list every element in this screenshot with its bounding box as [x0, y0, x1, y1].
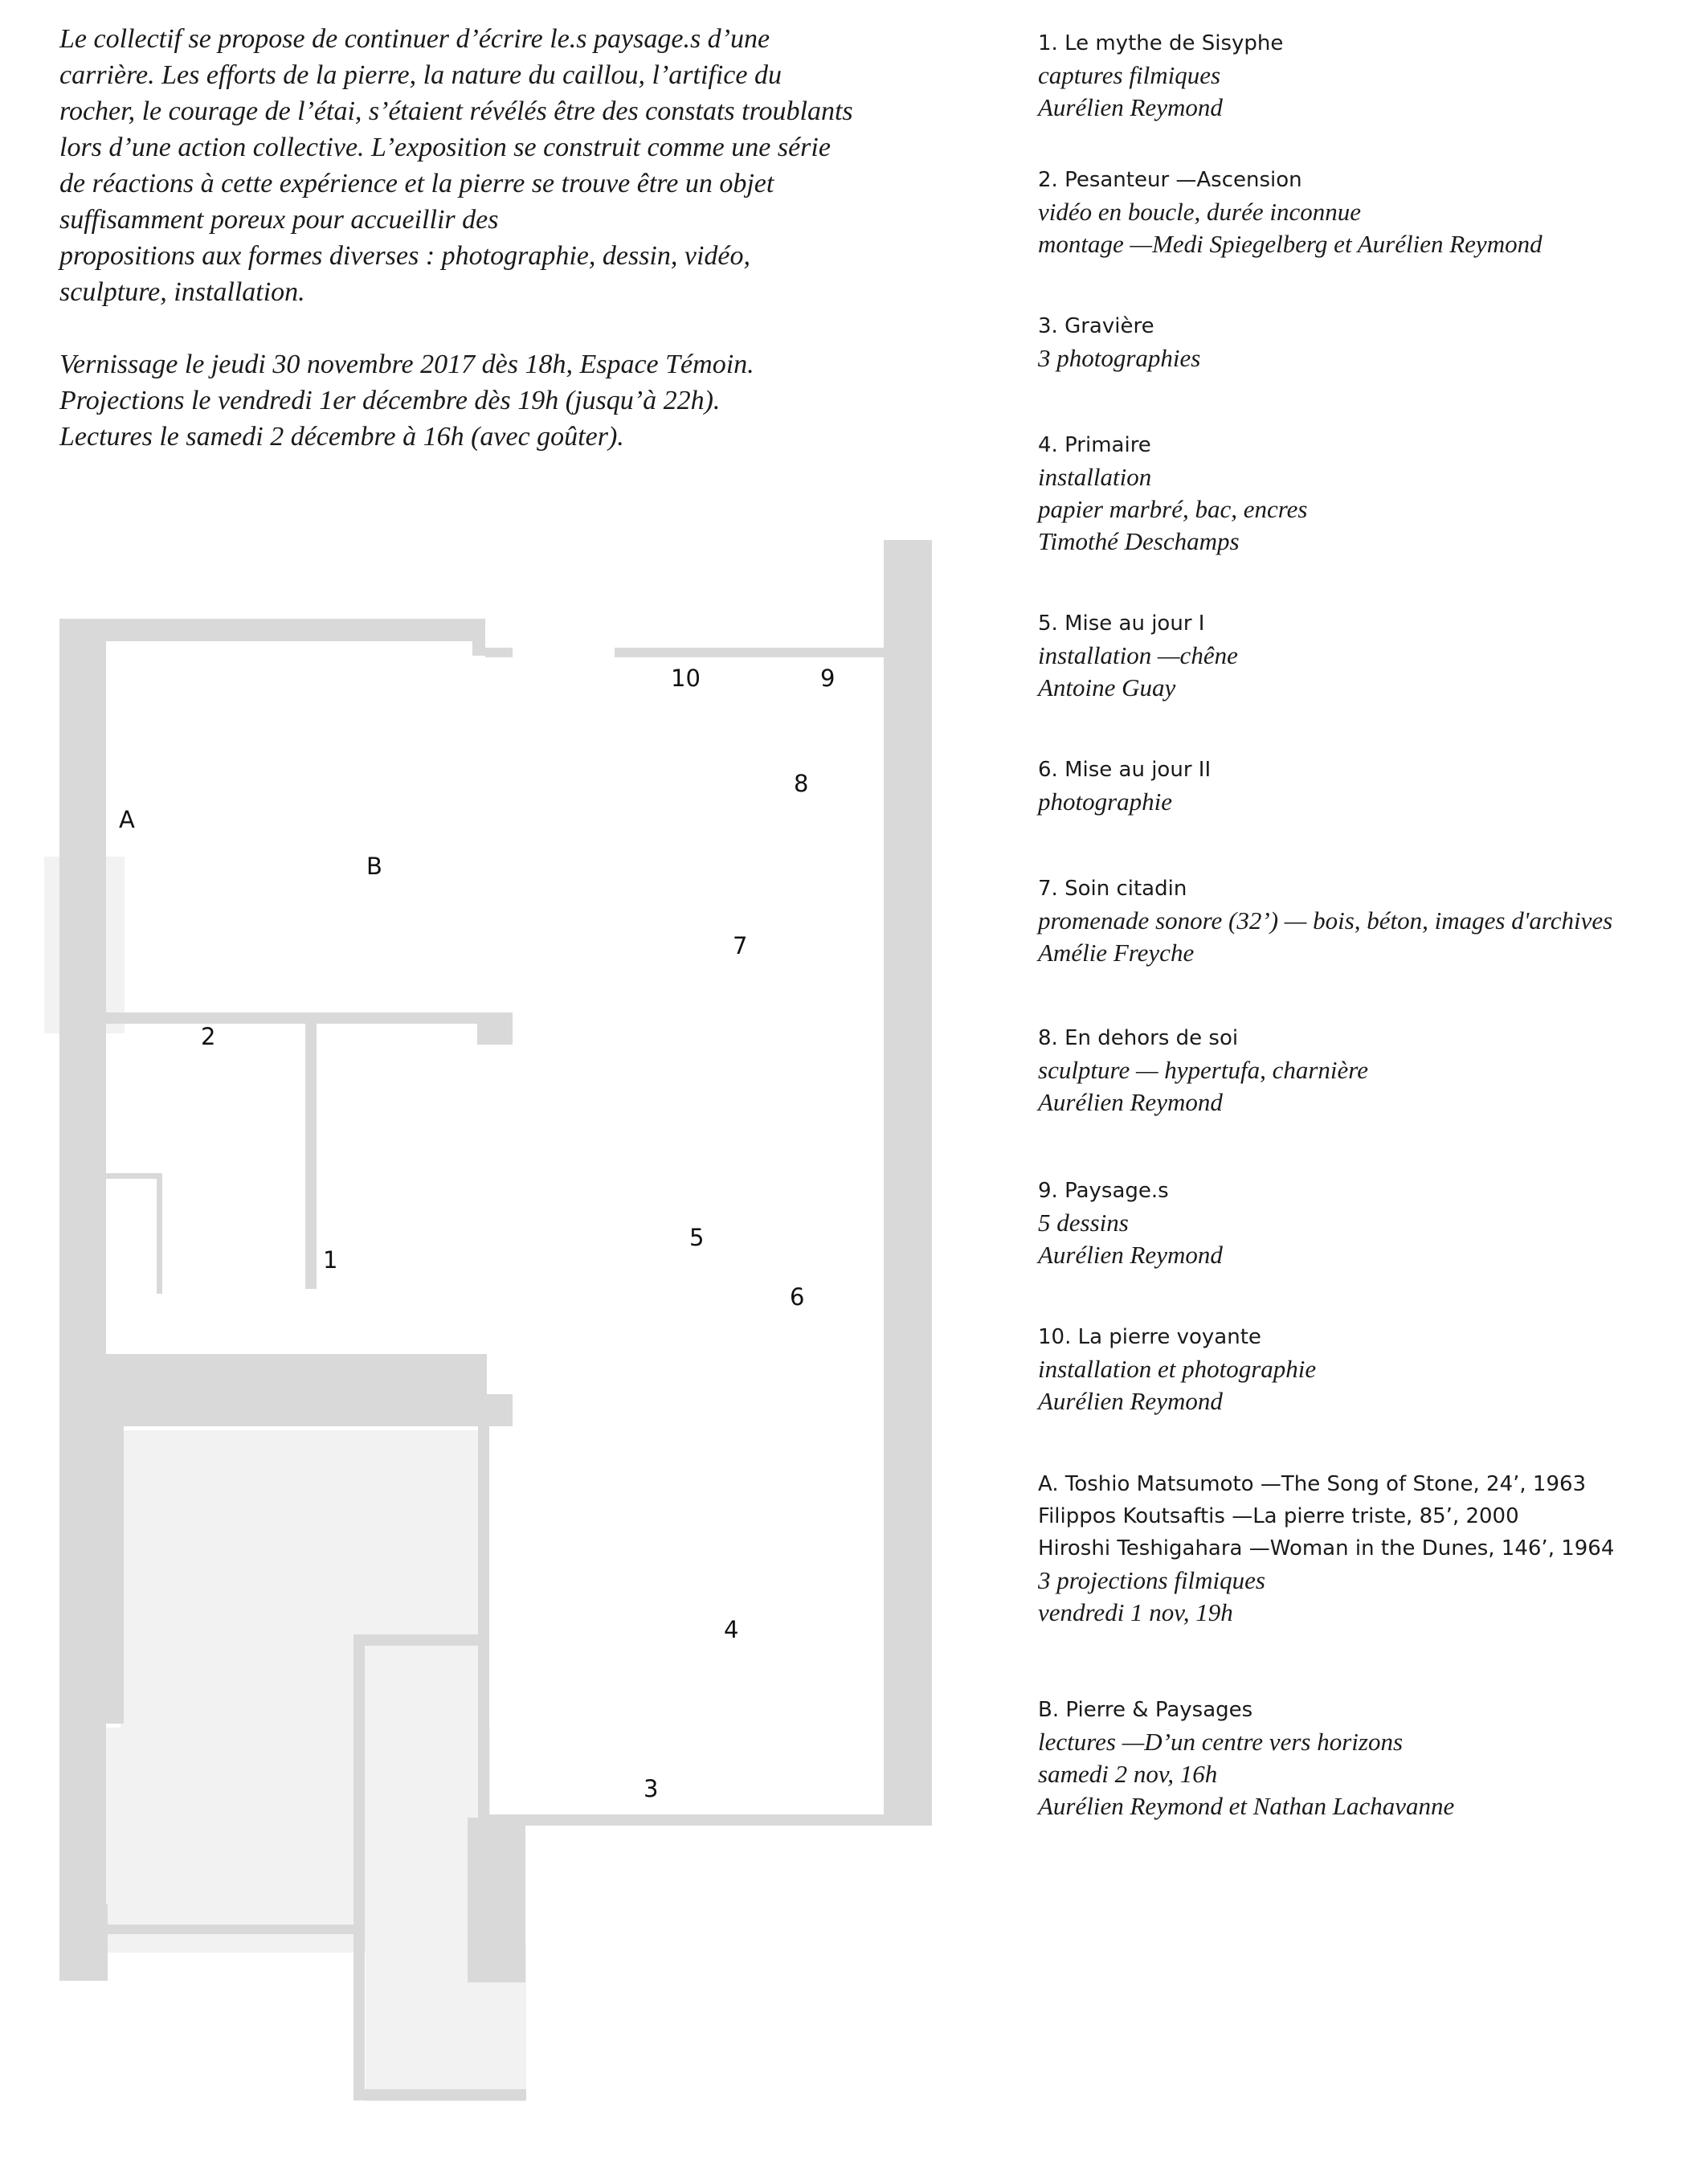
entry-title: 3. Gravière — [1038, 314, 1154, 338]
plan-wall — [615, 648, 884, 657]
entry-detail: 5 dessins — [1038, 1209, 1129, 1237]
plan-wall — [353, 2089, 526, 2100]
entry-title: 4. Primaire — [1038, 433, 1151, 457]
entry-detail: montage —Medi Spiegelberg et Aurélien Reymond — [1038, 230, 1543, 258]
plan-wall — [157, 1173, 162, 1294]
entry-title: 9. Paysage.s — [1038, 1179, 1169, 1203]
plan-zone — [64, 1728, 490, 1953]
plan-wall — [478, 1814, 932, 1826]
intro-line: lors d’une action collective. L’exposition se construit comme une série — [59, 133, 831, 162]
plan-wall — [305, 1024, 317, 1289]
marker-8: 8 — [794, 770, 809, 797]
marker-10: 10 — [671, 665, 701, 692]
entry-title: B. Pierre & Paysages — [1038, 1698, 1253, 1722]
intro-line: Le collectif se propose de continuer d’écrire le.s paysage.s d’une — [59, 24, 770, 54]
intro-line: propositions aux formes diverses : photographie, dessin, vidéo, — [59, 241, 750, 271]
marker-7: 7 — [733, 932, 748, 959]
entry-detail: installation —chêne — [1038, 641, 1238, 669]
plan-wall — [59, 1904, 108, 1981]
plan-wall — [485, 648, 513, 657]
marker-5: 5 — [689, 1224, 705, 1251]
event-line-projections: Projections le vendredi 1er décembre dès 19h (jusqu’à 22h). — [59, 386, 721, 415]
entry-title: 8. En dehors de soi — [1038, 1026, 1239, 1050]
entry-title: 5. Mise au jour I — [1038, 612, 1205, 636]
intro-line: de réactions à cette expérience et la pierre se trouve être un objet — [59, 169, 774, 198]
entry-detail: samedi 2 nov, 16h — [1038, 1760, 1218, 1788]
entry-detail: Aurélien Reymond — [1038, 93, 1223, 121]
entry-detail: captures filmiques — [1038, 61, 1221, 89]
entry-detail: photographie — [1038, 787, 1173, 816]
plan-wall — [59, 1426, 124, 1724]
entry-title: 10. La pierre voyante — [1038, 1325, 1261, 1349]
plan-wall — [108, 1925, 357, 1934]
event-line-vernissage: Vernissage le jeudi 30 novembre 2017 dès 18h, Espace Témoin. — [59, 350, 754, 379]
entry-detail: promenade sonore (32’) — bois, béton, images d'archives — [1038, 906, 1613, 935]
marker-9: 9 — [820, 665, 836, 692]
entry-title: Filippos Koutsaftis —La pierre triste, 85’, 2000 — [1038, 1504, 1519, 1528]
marker-b: B — [366, 853, 382, 880]
intro-line: carrière. Les efforts de la pierre, la nature du caillou, l’artifice du — [59, 60, 782, 90]
plan-wall — [59, 1354, 487, 1426]
entry-detail: installation — [1038, 463, 1152, 491]
entry-title: 6. Mise au jour II — [1038, 758, 1212, 782]
marker-2: 2 — [201, 1023, 216, 1050]
entry-detail: Aurélien Reymond et Nathan Lachavanne — [1038, 1792, 1455, 1820]
plan-wall — [478, 1426, 489, 1828]
entry-detail: lectures —D’un centre vers horizons — [1038, 1728, 1404, 1756]
plan-wall — [477, 1012, 513, 1045]
marker-4: 4 — [724, 1616, 739, 1643]
intro-line: sculpture, installation. — [59, 277, 305, 307]
entry-title: A. Toshio Matsumoto —The Song of Stone, 24’, 1963 — [1038, 1472, 1587, 1496]
entry-detail: vidéo en boucle, durée inconnue — [1038, 198, 1361, 226]
plan-wall — [106, 1012, 480, 1024]
marker-1: 1 — [323, 1246, 338, 1274]
plan-wall — [79, 1173, 159, 1179]
entry-title: 2. Pesanteur —Ascension — [1038, 168, 1302, 192]
entry-detail: vendredi 1 nov, 19h — [1038, 1598, 1233, 1626]
plan-wall — [353, 1634, 486, 1646]
entry-detail: Amélie Freyche — [1038, 939, 1195, 967]
entry-title: Hiroshi Teshigahara —Woman in the Dunes, 146’, 1964 — [1038, 1536, 1615, 1560]
plan-wall — [468, 1818, 525, 1982]
entry-detail: 3 photographies — [1038, 344, 1201, 372]
entry-detail: sculpture — hypertufa, charnière — [1038, 1056, 1368, 1084]
plan-wall — [482, 1394, 513, 1426]
entry-title: 7. Soin citadin — [1038, 877, 1187, 901]
marker-a: A — [119, 806, 135, 833]
plan-wall — [59, 619, 485, 641]
plan-wall — [59, 1720, 74, 1824]
entry-detail: Aurélien Reymond — [1038, 1241, 1223, 1269]
entry-detail: papier marbré, bac, encres — [1038, 495, 1308, 523]
entry-detail: 3 projections filmiques — [1038, 1566, 1265, 1594]
marker-6: 6 — [790, 1283, 805, 1311]
plan-wall — [353, 1634, 365, 2100]
entry-detail: Antoine Guay — [1038, 673, 1176, 702]
intro-line: suffisamment poreux pour accueillir des — [59, 205, 499, 235]
entry-detail: Aurélien Reymond — [1038, 1088, 1223, 1116]
entry-title: 1. Le mythe de Sisyphe — [1038, 31, 1284, 55]
entry-detail: installation et photographie — [1038, 1355, 1317, 1383]
intro-line: rocher, le courage de l’étai, s’étaient révélés être des constats troublants — [59, 96, 853, 126]
event-line-lectures: Lectures le samedi 2 décembre à 16h (avec goûter). — [59, 422, 624, 452]
plan-wall — [884, 540, 932, 1826]
marker-3: 3 — [644, 1775, 659, 1802]
entry-detail: Timothé Deschamps — [1038, 527, 1240, 555]
plan-wall — [472, 619, 485, 656]
entry-detail: Aurélien Reymond — [1038, 1387, 1223, 1415]
